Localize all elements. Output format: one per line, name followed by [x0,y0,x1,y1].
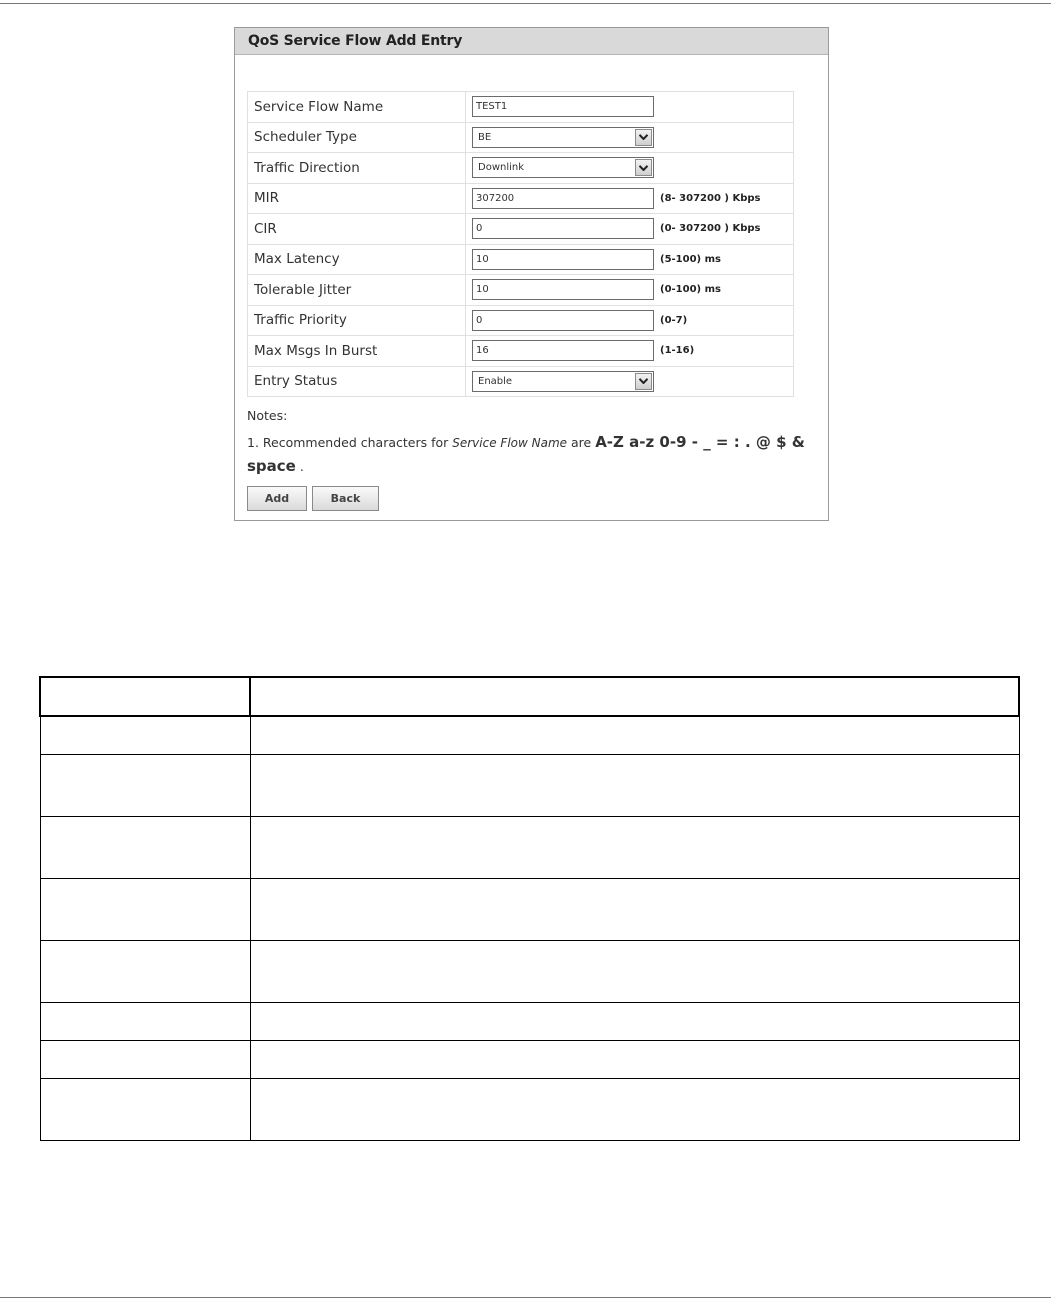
entry-status-cell [466,366,794,397]
add-button[interactable]: Add [247,486,307,511]
table-row [40,940,1019,1002]
notes-mid: are [567,435,596,450]
page-top-rule [0,3,1051,4]
form-row-entry-status [248,366,794,397]
service-flow-name-cell [466,92,794,123]
notes-allowed-chars: A-Z a-z 0-9 - _ = : . @ $ & [595,433,805,451]
scheduler-type-selected-value: BE [478,131,492,143]
form-row-max-msgs-in-burst [248,336,794,367]
table-cell [40,878,250,940]
form-row-max-latency [248,244,794,275]
chevron-down-icon[interactable] [635,129,652,146]
header-cell-1 [40,677,250,716]
entry-status-select[interactable] [472,371,654,392]
form-row-traffic-direction [248,153,794,184]
description-table [39,676,1020,1141]
cir-input[interactable] [472,218,654,239]
traffic-priority-input[interactable] [472,310,654,331]
scheduler-type-select[interactable] [472,127,654,148]
table-cell [250,940,1019,1002]
chevron-down-icon[interactable] [635,373,652,390]
chevron-down-icon[interactable] [635,159,652,176]
table-row [40,1040,1019,1078]
service-flow-form [247,91,794,397]
notes-section [247,408,807,478]
max-msgs-in-burst-range-hint: (1-16) [660,345,695,357]
table-cell [250,878,1019,940]
cir-cell [466,214,794,245]
max-msgs-in-burst-cell [466,336,794,367]
table-cell [40,1040,250,1078]
table-row [40,816,1019,878]
max-latency-label: Max Latency [248,244,466,275]
table-cell [250,1040,1019,1078]
tolerable-jitter-cell [466,275,794,306]
mir-input[interactable] [472,188,654,209]
notes-end: . [295,459,304,474]
cir-label: CIR [248,214,466,245]
scheduler-type-label: Scheduler Type [248,122,466,153]
tolerable-jitter-input[interactable] [472,279,654,300]
service-flow-name-label: Service Flow Name [248,92,466,123]
notes-title: Notes: [247,408,288,423]
form-row-mir [248,183,794,214]
table-cell [40,1078,250,1140]
form-row-scheduler-type [248,122,794,153]
table-header-row [40,677,1019,716]
entry-status-label: Entry Status [248,366,466,397]
table-row [40,754,1019,816]
mir-cell [466,183,794,214]
traffic-direction-selected-value: Downlink [478,162,525,174]
max-latency-cell [466,244,794,275]
table-cell [40,1002,250,1040]
table-cell [40,716,250,754]
max-msgs-in-burst-label: Max Msgs In Burst [248,336,466,367]
table-cell [250,1002,1019,1040]
notes-prefix: 1. Recommended characters for [247,435,453,450]
table-cell [250,716,1019,754]
traffic-priority-label: Traffic Priority [248,305,466,336]
page-bottom-rule [0,1297,1051,1298]
scheduler-type-cell [466,122,794,153]
table-cell [40,816,250,878]
table-cell [250,816,1019,878]
traffic-direction-select[interactable] [472,157,654,178]
traffic-direction-label: Traffic Direction [248,153,466,184]
traffic-priority-range-hint: (0-7) [660,314,688,326]
table-cell [250,754,1019,816]
form-row-traffic-priority [248,305,794,336]
dialog-title: QoS Service Flow Add Entry [235,28,828,55]
table-cell [250,1078,1019,1140]
cir-range-hint: (0- 307200 ) Kbps [660,223,761,235]
form-row-service-flow-name [248,92,794,123]
service-flow-name-input[interactable] [472,96,654,117]
max-latency-input[interactable] [472,249,654,270]
traffic-direction-cell [466,153,794,184]
table-row [40,878,1019,940]
notes-field-name: Service Flow Name [452,436,568,450]
table-row [40,716,1019,754]
table-row [40,1002,1019,1040]
entry-status-selected-value: Enable [478,375,513,387]
traffic-priority-cell [466,305,794,336]
tolerable-jitter-range-hint: (0-100) ms [660,284,721,296]
max-latency-range-hint: (5-100) ms [660,253,721,265]
mir-range-hint: (8- 307200 ) Kbps [660,192,761,204]
notes-line-1 [247,431,807,478]
header-cell-2 [250,677,1019,716]
max-msgs-in-burst-input[interactable] [472,340,654,361]
back-button[interactable]: Back [312,486,379,511]
qos-service-flow-dialog [234,27,829,521]
form-row-tolerable-jitter [248,275,794,306]
table-cell [40,754,250,816]
form-row-cir [248,214,794,245]
table-cell [40,940,250,1002]
notes-space: space [247,457,296,475]
table-row [40,1078,1019,1140]
mir-label: MIR [248,183,466,214]
tolerable-jitter-label: Tolerable Jitter [248,275,466,306]
